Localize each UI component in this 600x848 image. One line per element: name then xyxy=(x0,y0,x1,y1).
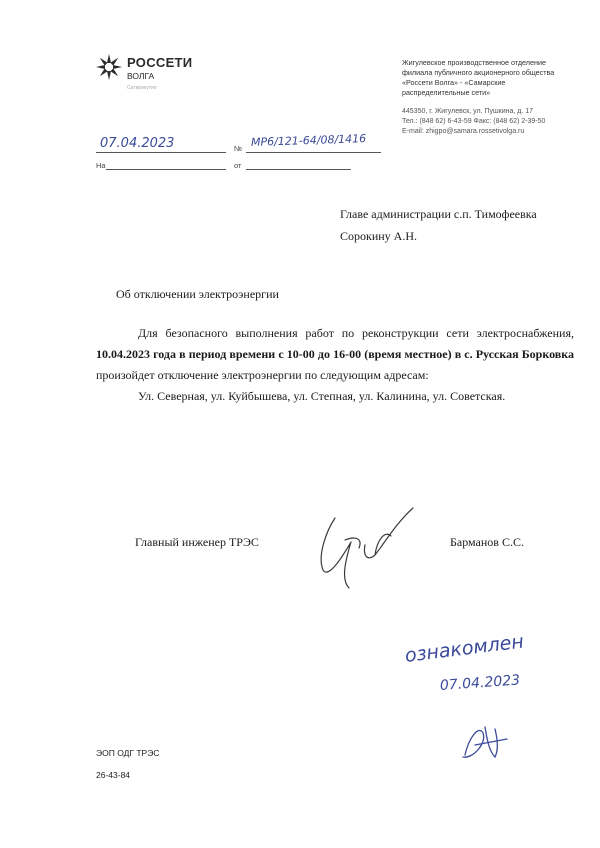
signatory-name: Барманов С.С. xyxy=(450,535,524,549)
addressee-line: Главе администрации с.п. Тимофеевка xyxy=(340,207,537,221)
body-paragraph xyxy=(96,323,574,386)
handwritten-ack-date: 07.04.2023 xyxy=(439,672,521,694)
logo-brand: РОССЕТИ xyxy=(127,55,193,70)
from-line xyxy=(246,169,351,170)
number-line xyxy=(246,152,381,153)
handwritten-acknowledged: ознакомлен xyxy=(403,630,525,667)
company-logo xyxy=(96,52,206,102)
footer-phone: 26-43-84 xyxy=(96,770,131,780)
handwritten-initials-icon xyxy=(455,715,515,770)
street-list: Ул. Северная, ул. Куйбышева, ул. Степная, ул. Калинина, ул. Советская. xyxy=(138,389,506,403)
organization-name xyxy=(402,58,577,98)
org-line: распределительные сети» xyxy=(402,88,491,97)
body-intro: Для безопасного выполнения работ по реконструкции сети электроснабжения, xyxy=(138,326,574,340)
body-tail: произойдет отключение электроэнергии по следующим адресам: xyxy=(96,368,429,382)
handwritten-date: 07.04.2023 xyxy=(100,136,175,151)
org-line: Жигулевское производственное отделение xyxy=(402,58,546,67)
logo-tagline: Сатирикутип xyxy=(127,85,157,91)
letter-body xyxy=(96,323,574,407)
footer-block xyxy=(96,742,159,786)
org-phone: Тел.: (848 62) 6-43-59 Факс: (848 62) 2-39-50 xyxy=(402,118,546,125)
number-label: № xyxy=(234,144,243,153)
org-line: филиала публичного акционерного общества xyxy=(402,68,555,77)
on-label: На xyxy=(96,161,106,170)
organization-contacts xyxy=(402,107,577,137)
body-bold: 10.04.2023 года в период времени с 10-00 до 16-00 (время местное) в с. Русская Борковка xyxy=(96,347,574,361)
org-address: 445350, г. Жигулевск, ул. Пушкина, д. 17 xyxy=(402,108,534,115)
footer-dept: ЭОП ОДГ ТРЭС xyxy=(96,748,160,758)
rosseti-logo-icon xyxy=(96,54,122,80)
org-line: «Россети Волга» - «Самарские xyxy=(402,78,506,87)
from-label: от xyxy=(234,161,242,170)
letter-subject: Об отключении электроэнергии xyxy=(116,287,279,301)
org-email: E-mail: zhigpo@samara.rossetivolga.ru xyxy=(402,128,525,135)
on-line xyxy=(106,169,226,170)
handwritten-number: МР6/121-64/08/1416 xyxy=(250,131,367,149)
logo-region: ВОЛГА xyxy=(127,71,155,81)
date-line xyxy=(96,152,226,153)
signature-icon xyxy=(305,500,420,595)
addressee-line: Сорокину А.Н. xyxy=(340,229,418,243)
signatory-title: Главный инженер ТРЭС xyxy=(135,535,259,549)
addressee-block xyxy=(340,203,537,247)
